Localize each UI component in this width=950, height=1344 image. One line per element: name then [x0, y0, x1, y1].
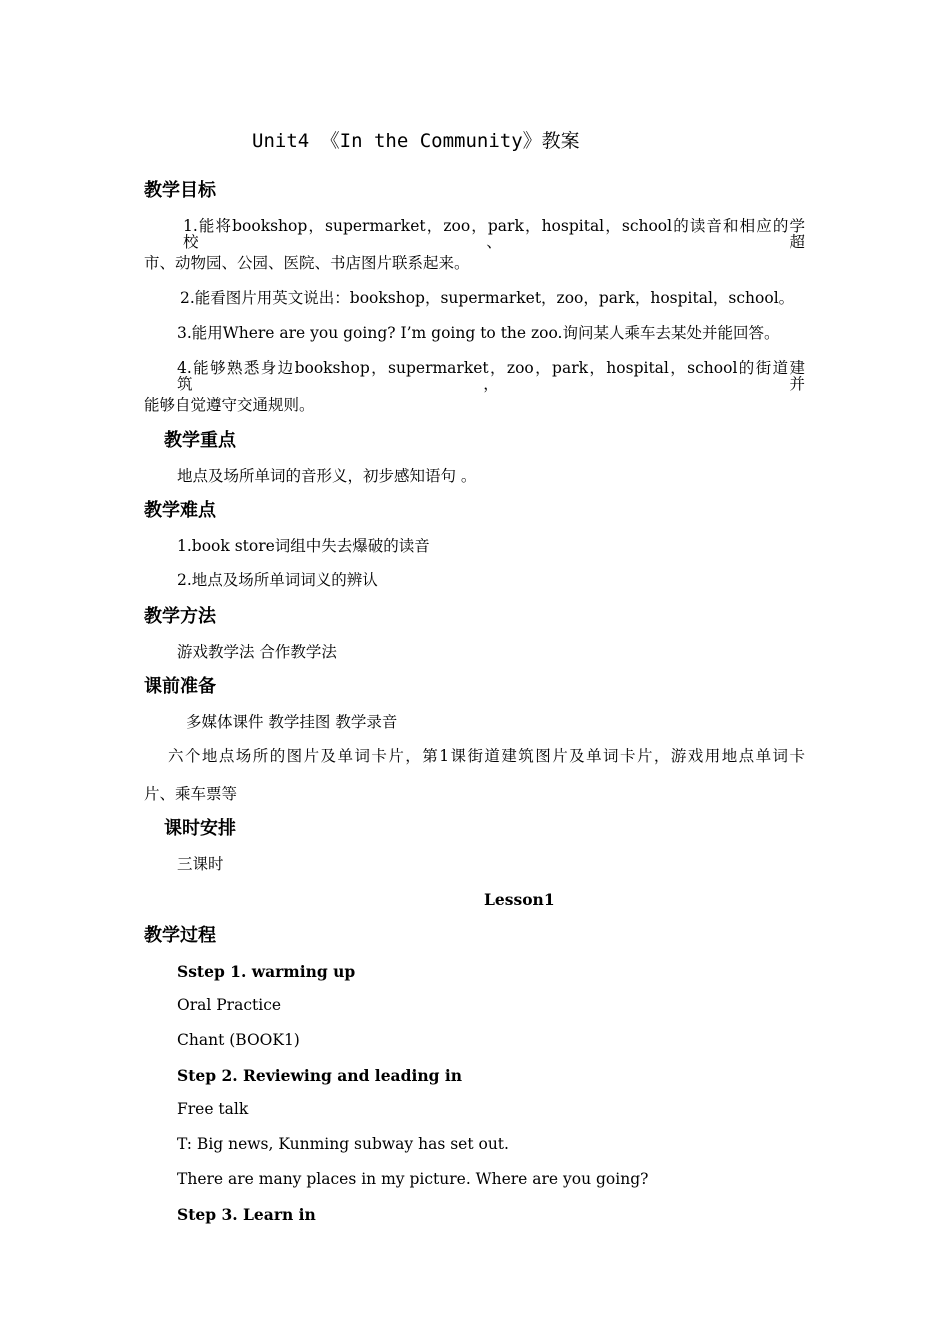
step-1-heading: Sstep 1. warming up [177, 962, 356, 981]
preparation-line-1: 多媒体课件 教学挂图 教学录音 [186, 713, 398, 731]
document-title: Unit4 《In the Community》教案 [252, 130, 580, 152]
preparation-heading: 课前准备 [144, 676, 216, 697]
free-talk: Free talk [177, 1100, 249, 1118]
schedule-heading: 课时安排 [164, 818, 236, 839]
methods-text: 游戏教学法 合作教学法 [177, 643, 337, 661]
difficulty-1: 1.book store词组中失去爆破的读音 [177, 537, 430, 555]
teacher-line: T: Big news, Kunming subway has set out. [177, 1135, 509, 1153]
objective-4-line-1: 4.能够熟悉身边bookshop，supermarket，zoo，park，hospital，school的街道建筑，并 [177, 359, 805, 393]
key-points-heading: 教学重点 [164, 430, 236, 451]
schedule-text: 三课时 [177, 855, 224, 873]
preparation-line-2: 六个地点场所的图片及单词卡片，第1课街道建筑图片及单词卡片，游戏用地点单词卡 [168, 747, 805, 765]
step-2-heading: Step 2. Reviewing and leading in [177, 1066, 462, 1085]
methods-heading: 教学方法 [144, 606, 216, 627]
process-heading: 教学过程 [144, 925, 216, 946]
objectives-heading: 教学目标 [144, 180, 216, 201]
objective-1-line-2: 市、动物园、公园、医院、书店图片联系起来。 [144, 254, 470, 272]
picture-line: There are many places in my picture. Where are you going? [177, 1170, 649, 1188]
oral-practice: Oral Practice [177, 996, 282, 1014]
objective-4-line-2: 能够自觉遵守交通规则。 [144, 396, 315, 414]
objective-3: 3.能用Where are you going? I’m going to the zoo.询问某人乘车去某处并能回答。 [177, 324, 780, 342]
chant: Chant (BOOK1) [177, 1031, 300, 1049]
difficulty-2: 2.地点及场所单词词义的辨认 [177, 571, 378, 589]
lesson-label: Lesson1 [484, 890, 555, 909]
preparation-line-3: 片、乘车票等 [144, 785, 238, 803]
objective-2: 2.能看图片用英文说出：bookshop，supermarket，zoo，park，hospital，school。 [180, 289, 795, 307]
key-points-text: 地点及场所单词的音形义，初步感知语句 。 [177, 467, 477, 485]
step-3-heading: Step 3. Learn in [177, 1205, 316, 1224]
difficulties-heading: 教学难点 [144, 500, 216, 521]
objective-1-line-1: 1.能将bookshop，supermarket，zoo，park，hospital，school的读音和相应的学校、超 [183, 217, 805, 251]
